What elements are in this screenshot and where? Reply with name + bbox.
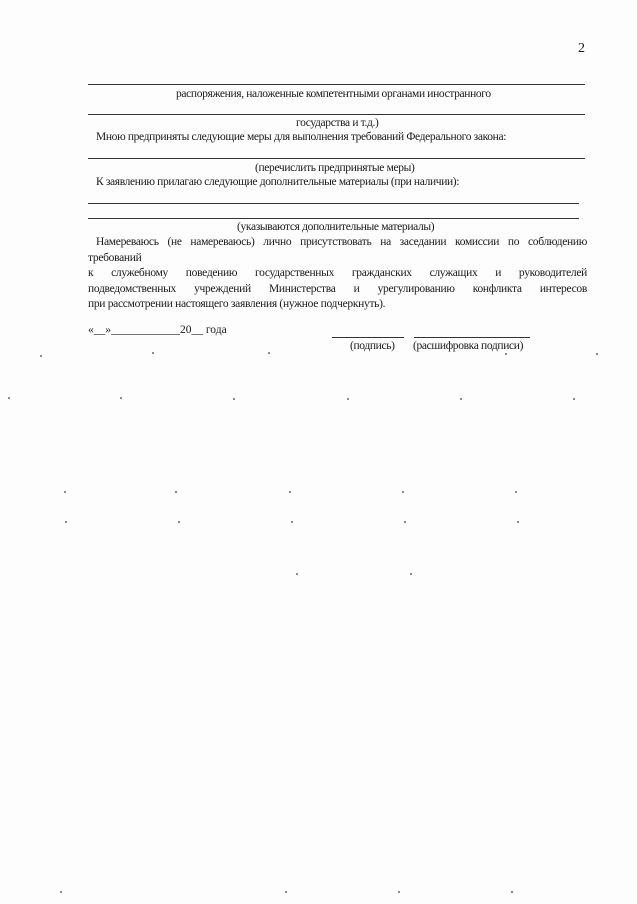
scan-speck [573, 398, 575, 400]
year-blank: __ [191, 324, 203, 336]
scan-speck [410, 573, 412, 575]
caption-state-etc: государства и т.д.) [296, 117, 379, 129]
intent-line: при рассмотрении настоящего заявления (нужное подчеркнуть). [88, 298, 386, 310]
attendance-intent-paragraph [88, 235, 587, 313]
scan-speck [402, 491, 404, 493]
scan-speck [515, 491, 517, 493]
intent-line: Намереваюсь (не намереваюсь) лично присутствовать на заседании комиссии по соблюдению требований [88, 236, 587, 264]
date-field [88, 324, 227, 336]
scan-speck [505, 353, 507, 355]
signature-decoding-line [414, 337, 530, 338]
signature-line [332, 337, 404, 338]
scan-speck [285, 891, 287, 893]
date-day-blank: __ [93, 324, 106, 336]
scan-speck [65, 521, 67, 523]
fill-line [88, 218, 579, 219]
scan-speck [152, 352, 154, 354]
signature-decoding-label: (расшифровка подписи) [413, 340, 524, 352]
scan-speck [233, 398, 235, 400]
caption-list-measures: (перечислить предпринятые меры) [255, 162, 415, 174]
scan-speck [517, 521, 519, 523]
date-month-blank: ____________ [111, 324, 180, 336]
scan-speck [404, 521, 406, 523]
scan-speck [268, 352, 270, 354]
scan-speck [289, 491, 291, 493]
scan-speck [64, 491, 66, 493]
scan-speck [8, 397, 10, 399]
measures-taken-statement: Мною предприняты следующие меры для выполнения требований Федерального закона: [96, 131, 507, 143]
fill-line [88, 158, 585, 159]
scan-speck [398, 891, 400, 893]
scan-speck [347, 398, 349, 400]
scan-speck [60, 891, 62, 893]
scan-speck [175, 491, 177, 493]
date-open-quote: « [88, 324, 94, 336]
year-prefix: 20 [180, 324, 192, 336]
scan-speck [511, 891, 513, 893]
intent-line: подведомственных учреждений Министерства и урегулированию конфликта интересов [88, 282, 587, 295]
attachments-statement: К заявлению прилагаю следующие дополнительные материалы (при наличии): [96, 176, 460, 188]
year-word: года [205, 324, 227, 336]
scan-speck [178, 521, 180, 523]
fill-line [88, 84, 585, 85]
fill-line [88, 114, 585, 115]
scan-speck [40, 355, 42, 357]
signature-label: (подпись) [350, 340, 395, 352]
scan-speck [291, 521, 293, 523]
scan-speck [460, 398, 462, 400]
scan-speck [120, 397, 122, 399]
fill-line [88, 203, 579, 204]
scan-speck [296, 573, 298, 575]
intent-line: к служебному поведению государственных гражданских служащих и руководителей [88, 267, 587, 279]
caption-authority-orders: распоряжения, наложенные компетентными органами иностранного [176, 88, 491, 100]
caption-additional-materials: (указываются дополнительные материалы) [237, 221, 435, 233]
date-close-quote: » [105, 324, 111, 336]
page-number: 2 [578, 41, 585, 56]
scan-speck [596, 353, 598, 355]
